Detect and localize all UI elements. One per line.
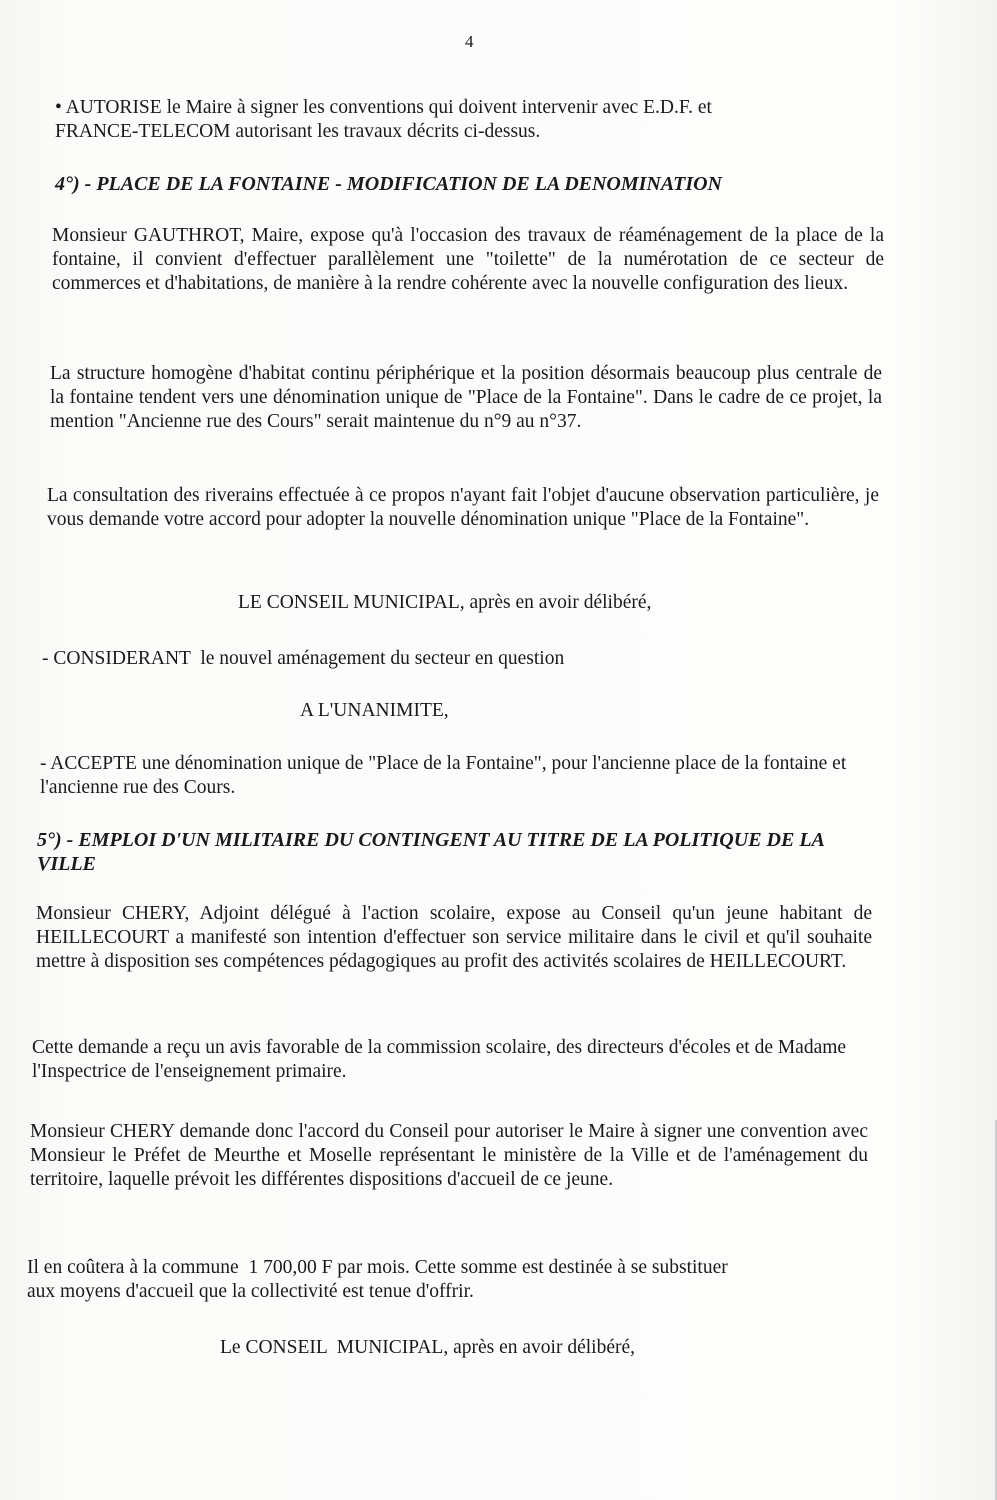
section-5-paragraph-4: [27, 1256, 867, 1304]
cost-line-1: Il en coûtera à la commune 1 700,00 F par mois. Cette somme est destinée à se substituer: [27, 1257, 728, 1278]
cost-line-2: aux moyens d'accueil que la collectivité est tenue d'offrir.: [27, 1281, 474, 1302]
autorise-line-1: • AUTORISE le Maire à signer les conventions qui doivent intervenir avec E.D.F. et: [55, 97, 712, 118]
section-4-paragraph-3: La consultation des riverains effectuée à ce propos n'ayant fait l'objet d'aucune observation particulière, je vous demande votre accord pour adopter la nouvelle dénomination unique "Place de la Fontaine".: [47, 485, 879, 530]
autorise-line-2: FRANCE-TELECOM autorisant les travaux décrits ci-dessus.: [55, 121, 541, 142]
section-5-heading: 5°) - EMPLOI D'UN MILITAIRE DU CONTINGENT AU TITRE DE LA POLITIQUE DE LA VILLE: [37, 829, 824, 875]
unanimite-label: A L'UNANIMITE,: [300, 700, 449, 721]
autorise-clause: [55, 96, 815, 144]
conseil-deliberation-1: LE CONSEIL MUNICIPAL, après en avoir délibéré,: [238, 592, 652, 613]
considerant-clause: - CONSIDERANT le nouvel aménagement du secteur en question: [42, 648, 565, 669]
section-5-paragraph-2: Cette demande a reçu un avis favorable de la commission scolaire, des directeurs d'écoles et de Madame l'Inspectrice de l'enseignement primaire.: [32, 1037, 847, 1082]
section-4-paragraph-2: La structure homogène d'habitat continu périphérique et la position désormais beaucoup plus centrale de la fontaine tendent vers une dénomination unique de "Place de la Fontaine". Dans le cadre de ce projet, la mention "Ancienne rue des Cours" serait maintenue du n°9 au n°37.: [50, 363, 882, 432]
page-number: 4: [465, 32, 474, 51]
section-4-heading: 4°) - PLACE DE LA FONTAINE - MODIFICATION DE LA DENOMINATION: [55, 173, 722, 195]
accepte-clause: - ACCEPTE une dénomination unique de "Place de la Fontaine", pour l'ancienne place de la fontaine et l'ancienne rue des Cours.: [40, 753, 847, 798]
section-5-paragraph-3: Monsieur CHERY demande donc l'accord du Conseil pour autoriser le Maire à signer une convention avec Monsieur le Préfet de Meurthe et Moselle représentant le ministère de la Ville et de l'aménagement du territoire, laquelle prévoit les différentes dispositions d'accueil de ce jeune.: [30, 1121, 868, 1190]
conseil-deliberation-2: Le CONSEIL MUNICIPAL, après en avoir délibéré,: [220, 1337, 636, 1358]
section-5-paragraph-1: Monsieur CHERY, Adjoint délégué à l'action scolaire, expose au Conseil qu'un jeune habitant de HEILLECOURT a manifesté son intention d'effectuer son service militaire dans le civil et qu'il souhaite mettre à disposition ses compétences pédagogiques au profit des activités scolaires de HEILLECOURT.: [36, 903, 872, 972]
section-4-paragraph-1: Monsieur GAUTHROT, Maire, expose qu'à l'occasion des travaux de réaménagement de la place de la fontaine, il convient d'effectuer parallèlement une "toilette" de la numérotation de ce secteur de commerces et d'habitations, de manière à la rendre cohérente avec la nouvelle configuration des lieux.: [52, 225, 884, 294]
